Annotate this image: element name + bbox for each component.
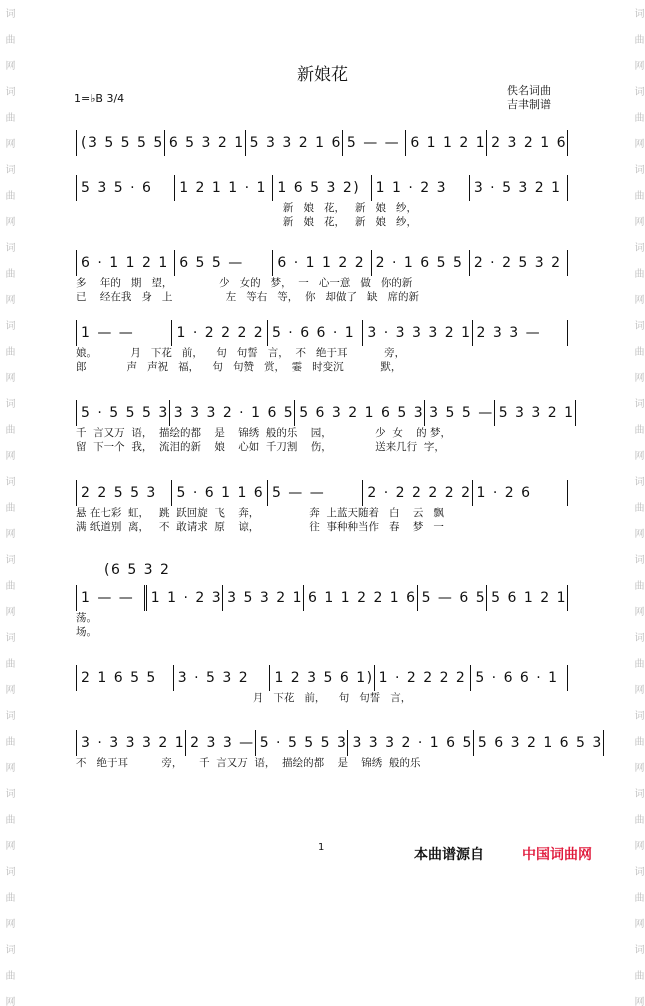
- lyric-line: 娘。 月 下花 前， 句 句誓 言， 不 绝于耳 旁，: [76, 347, 406, 359]
- score-system: [76, 250, 568, 304]
- watermark-char: 曲: [3, 736, 14, 746]
- watermark-char: 网: [3, 762, 14, 772]
- measure-notes: 1 1 · 2 3: [375, 180, 447, 196]
- watermark-char: 词: [3, 476, 14, 486]
- watermark-char: 词: [632, 476, 643, 486]
- measure: [77, 400, 170, 426]
- watermark-char: 网: [3, 996, 14, 1006]
- watermark-char: 曲: [3, 502, 14, 512]
- watermark-char: 网: [632, 762, 643, 772]
- measure-notes: 5 6 1 2 1: [491, 590, 567, 606]
- measure: [473, 320, 568, 346]
- watermark-char: 曲: [632, 580, 643, 590]
- watermark-char: 网: [632, 60, 643, 70]
- lyric-line: 多 年的 期 望， 少 女的 梦， 一 心一意 做 你的新: [76, 277, 413, 289]
- source-label: 本曲谱源自: [414, 847, 484, 863]
- measure: [372, 175, 470, 201]
- measure-notes: 2 3 3 —: [476, 325, 542, 341]
- lyric-line: 场。: [76, 626, 97, 638]
- watermark-char: 网: [632, 372, 643, 382]
- measure-notes: 3 · 5 3 2: [177, 670, 250, 686]
- measure: [172, 480, 267, 506]
- measure: [487, 130, 568, 156]
- lyric-line: 满 纸道别 离， 不 敢请求 原 谅， 往 事种种当作 春 梦 一: [76, 521, 444, 533]
- watermark-char: 网: [3, 294, 14, 304]
- song-title: 新娘花: [297, 65, 348, 85]
- staff-line: [76, 400, 575, 426]
- measure: [147, 585, 223, 611]
- lyric-line: 留 下一个 我， 流泪的新 娘 心如 千刀割 伤， 送来几行 字，: [76, 441, 445, 453]
- measure: [406, 130, 487, 156]
- measure: [77, 665, 174, 691]
- watermark-char: 词: [632, 554, 643, 564]
- watermark-char: 网: [632, 996, 643, 1006]
- measure-notes: 6 5 5 —: [179, 255, 244, 271]
- watermark-char: 词: [632, 164, 643, 174]
- watermark-char: 曲: [632, 658, 643, 668]
- measure: [470, 250, 568, 276]
- measure: [165, 130, 246, 156]
- watermark-char: 词: [632, 86, 643, 96]
- watermark-char: 曲: [3, 892, 14, 902]
- staff-line: [76, 480, 568, 506]
- measure: [170, 400, 295, 426]
- measure-notes: 5 · 6 1 1 6: [176, 485, 265, 501]
- measure-notes: 3 3 3 2 · 1 6 5: [173, 405, 295, 421]
- measure: [348, 730, 473, 756]
- staff-line: [76, 585, 568, 611]
- measure-notes: 1 · 2 2 2 2: [378, 670, 467, 686]
- measure: [223, 585, 304, 611]
- watermark-char: 曲: [632, 970, 643, 980]
- watermark-char: 网: [3, 606, 14, 616]
- lyric-line: 新 娘 花， 新 娘 纱，: [76, 216, 417, 228]
- measure: [474, 730, 604, 756]
- watermark-char: 网: [3, 528, 14, 538]
- measure-notes: 5 3 3 2 1: [498, 405, 575, 421]
- measure-notes: 6 1 1 2 2 1 6: [308, 590, 417, 606]
- watermark-char: 词: [632, 866, 643, 876]
- watermark-char: 曲: [3, 34, 14, 44]
- measure: [372, 250, 470, 276]
- measure-notes: 3 5 5 —: [429, 405, 494, 421]
- score-system: [76, 730, 603, 770]
- measure: [363, 320, 472, 346]
- measure: [363, 480, 472, 506]
- measure: [470, 175, 568, 201]
- measure-notes: 5 3 3 2 1 6: [249, 135, 342, 151]
- watermark-char: 曲: [3, 268, 14, 278]
- watermark-char: 曲: [632, 190, 643, 200]
- watermark-char: 词: [632, 398, 643, 408]
- watermark-char: 网: [632, 528, 643, 538]
- measure-notes: 5 3 5 · 6: [81, 180, 153, 196]
- measure: [268, 480, 363, 506]
- measure: [273, 250, 371, 276]
- watermark-char: 曲: [632, 814, 643, 824]
- measure: [425, 400, 495, 426]
- measure-notes: 2 · 2 2 2 2 2: [367, 485, 472, 501]
- watermark-char: 网: [3, 450, 14, 460]
- measure-notes: 3 3 3 2 · 1 6 5: [352, 735, 473, 751]
- score-system: [76, 400, 575, 454]
- watermark-char: 曲: [3, 190, 14, 200]
- measure: [246, 130, 343, 156]
- measure-notes: 5 · 5 5 5 3: [259, 735, 348, 751]
- watermark-char: 网: [632, 918, 643, 928]
- measure-notes: (3 5 5 5 5: [81, 135, 164, 151]
- watermark-char: 网: [3, 840, 14, 850]
- lyric-line: 荡。: [76, 612, 97, 624]
- watermark-char: 网: [632, 840, 643, 850]
- measure: [487, 585, 568, 611]
- measure-notes: 1 · 2 2 2 2: [176, 325, 265, 341]
- measure-notes: 5 · 6 6 · 1: [271, 325, 356, 341]
- measure-notes: 6 5 3 2 1: [168, 135, 245, 151]
- watermark-char: 词: [3, 788, 14, 798]
- watermark-char: 词: [3, 164, 14, 174]
- measure-notes: 1 6 5 3 2): [277, 180, 361, 196]
- watermark-char: 网: [3, 60, 14, 70]
- measure: [77, 130, 165, 156]
- measure: [418, 585, 488, 611]
- measure: [77, 320, 172, 346]
- measure-notes: 3 · 5 3 2 1: [473, 180, 562, 196]
- watermark-char: 网: [632, 684, 643, 694]
- measure-notes: 5 — 6 5: [421, 590, 487, 606]
- page-number: 1: [318, 842, 325, 853]
- measure-notes: 1 1 · 2 3: [150, 590, 223, 606]
- measure-notes: 5 · 6 6 · 1: [475, 670, 559, 686]
- watermark-char: 曲: [632, 736, 643, 746]
- score-system: [76, 480, 568, 534]
- score-system: [76, 130, 568, 156]
- measure-notes: 3 · 3 3 3 2 1: [367, 325, 472, 341]
- measure-notes: 6 1 1 2 1: [410, 135, 487, 151]
- staff-line: [76, 250, 568, 276]
- measure-notes: 5 6 3 2 1 6 5 3: [477, 735, 603, 751]
- measure: [175, 250, 273, 276]
- measure: [343, 130, 406, 156]
- watermark-char: 曲: [3, 346, 14, 356]
- score-system: [76, 175, 568, 229]
- watermark-char: 曲: [3, 658, 14, 668]
- watermark-char: 网: [3, 918, 14, 928]
- watermark-char: 曲: [3, 112, 14, 122]
- watermark-char: 词: [3, 398, 14, 408]
- right-watermark-strip: [629, 0, 645, 1006]
- lyric-line: 月 下花 前， 句 句誓 言，: [76, 692, 412, 704]
- measure-notes: 5 — —: [346, 135, 401, 151]
- measure: [473, 480, 568, 506]
- measure: [471, 665, 568, 691]
- measure: [375, 665, 472, 691]
- watermark-char: 网: [632, 294, 643, 304]
- watermark-char: 网: [632, 216, 643, 226]
- measure-notes: 5 6 3 2 1 6 5 3: [299, 405, 425, 421]
- watermark-char: 词: [632, 320, 643, 330]
- measure: [186, 730, 256, 756]
- watermark-char: 网: [3, 684, 14, 694]
- watermark-char: 词: [3, 320, 14, 330]
- measure-notes: 1 — —: [81, 590, 135, 606]
- measure-notes: 5 · 5 5 5 3: [81, 405, 169, 421]
- measure-notes: 3 5 3 2 1: [227, 590, 304, 606]
- key-signature: 1=♭B 3/4: [74, 92, 125, 105]
- measure-notes: 2 3 2 1 6: [491, 135, 567, 151]
- brand-name[interactable]: 中国词曲网: [522, 847, 592, 863]
- watermark-char: 曲: [632, 424, 643, 434]
- measure: [77, 730, 186, 756]
- watermark-char: 曲: [3, 970, 14, 980]
- watermark-char: 词: [632, 632, 643, 642]
- measure: [304, 585, 418, 611]
- watermark-char: 词: [3, 554, 14, 564]
- score-system: [76, 665, 568, 705]
- measure: [268, 320, 363, 346]
- left-watermark-strip: [0, 0, 16, 1006]
- watermark-char: 网: [3, 138, 14, 148]
- lyric-line: 已 经在我 身 上 左 等右 等， 你 却做了 缺 席的新: [76, 291, 420, 303]
- measure: [77, 585, 147, 611]
- watermark-char: 词: [3, 866, 14, 876]
- measure: [175, 175, 273, 201]
- measure-notes: 2 · 2 5 3 2: [473, 255, 562, 271]
- watermark-char: 曲: [632, 268, 643, 278]
- watermark-char: 词: [3, 242, 14, 252]
- watermark-char: 词: [632, 944, 643, 954]
- watermark-char: 曲: [632, 502, 643, 512]
- lyric-line: 郎 声 声祝 福， 句 句赞 赏， 霎 时变沉 默，: [76, 361, 402, 373]
- staff-line: [76, 130, 568, 156]
- measure: [273, 175, 371, 201]
- measure-notes: 1 — —: [81, 325, 135, 341]
- credits: [507, 84, 551, 112]
- lyric-line: 悬 在七彩 虹， 跳 跃回旋 飞 奔， 奔 上蓝天随着 白 云 飘: [76, 507, 444, 519]
- score-system: [76, 585, 568, 639]
- arranger: 吉聿制谱: [507, 98, 551, 111]
- measure-notes: 2 3 3 —: [190, 735, 255, 751]
- measure: [495, 400, 576, 426]
- measure: [270, 665, 374, 691]
- watermark-char: 曲: [3, 814, 14, 824]
- measure: [295, 400, 425, 426]
- watermark-char: 曲: [632, 34, 643, 44]
- measure-notes: 2 2 5 5 3: [81, 485, 157, 501]
- watermark-char: 网: [632, 450, 643, 460]
- lyric-line: 不 绝于耳 旁， 千 言又万 语， 描绘的都 是 锦绣 般的乐: [76, 757, 421, 769]
- measure: [256, 730, 349, 756]
- watermark-char: 网: [632, 138, 643, 148]
- measure: [77, 480, 172, 506]
- watermark-char: 词: [3, 8, 14, 18]
- measure-notes: 1 · 2 6: [476, 485, 532, 501]
- watermark-char: 词: [632, 788, 643, 798]
- measure-notes: 2 · 1 6 5 5: [375, 255, 464, 271]
- measure-notes: 6 · 1 1 2 1: [81, 255, 169, 271]
- measure: [77, 175, 175, 201]
- watermark-char: 网: [3, 216, 14, 226]
- measure: [77, 250, 175, 276]
- watermark-char: 词: [3, 86, 14, 96]
- watermark-char: 网: [3, 372, 14, 382]
- score-system: [76, 320, 568, 374]
- measure-notes: 5 — —: [271, 485, 326, 501]
- measure: [174, 665, 271, 691]
- watermark-char: 词: [3, 632, 14, 642]
- watermark-char: 曲: [632, 346, 643, 356]
- staff-line: [76, 730, 603, 756]
- staff-line: [76, 320, 568, 346]
- lyricist-composer: 佚名词曲: [507, 84, 551, 97]
- watermark-char: 词: [3, 944, 14, 954]
- prelude-note: (6 5 3 2: [104, 562, 171, 578]
- watermark-char: 词: [632, 8, 643, 18]
- measure-notes: 1 2 3 5 6 1): [274, 670, 374, 686]
- staff-line: [76, 175, 568, 201]
- watermark-char: 词: [632, 242, 643, 252]
- measure-notes: 3 · 3 3 3 2 1: [81, 735, 186, 751]
- watermark-char: 曲: [632, 892, 643, 902]
- measure-notes: 6 · 1 1 2 2: [277, 255, 366, 271]
- watermark-char: 词: [3, 710, 14, 720]
- lyric-line: 新 娘 花， 新 娘 纱，: [76, 202, 417, 214]
- measure-notes: 2 1 6 5 5: [81, 670, 157, 686]
- watermark-char: 曲: [3, 424, 14, 434]
- lyric-line: 千 言又万 语， 描绘的都 是 锦绣 般的乐 园， 少 女 的 梦，: [76, 427, 452, 439]
- measure-notes: 1 2 1 1 · 1: [179, 180, 267, 196]
- measure: [172, 320, 267, 346]
- watermark-char: 网: [632, 606, 643, 616]
- watermark-char: 曲: [632, 112, 643, 122]
- watermark-char: 词: [632, 710, 643, 720]
- watermark-char: 曲: [3, 580, 14, 590]
- staff-line: [76, 665, 568, 691]
